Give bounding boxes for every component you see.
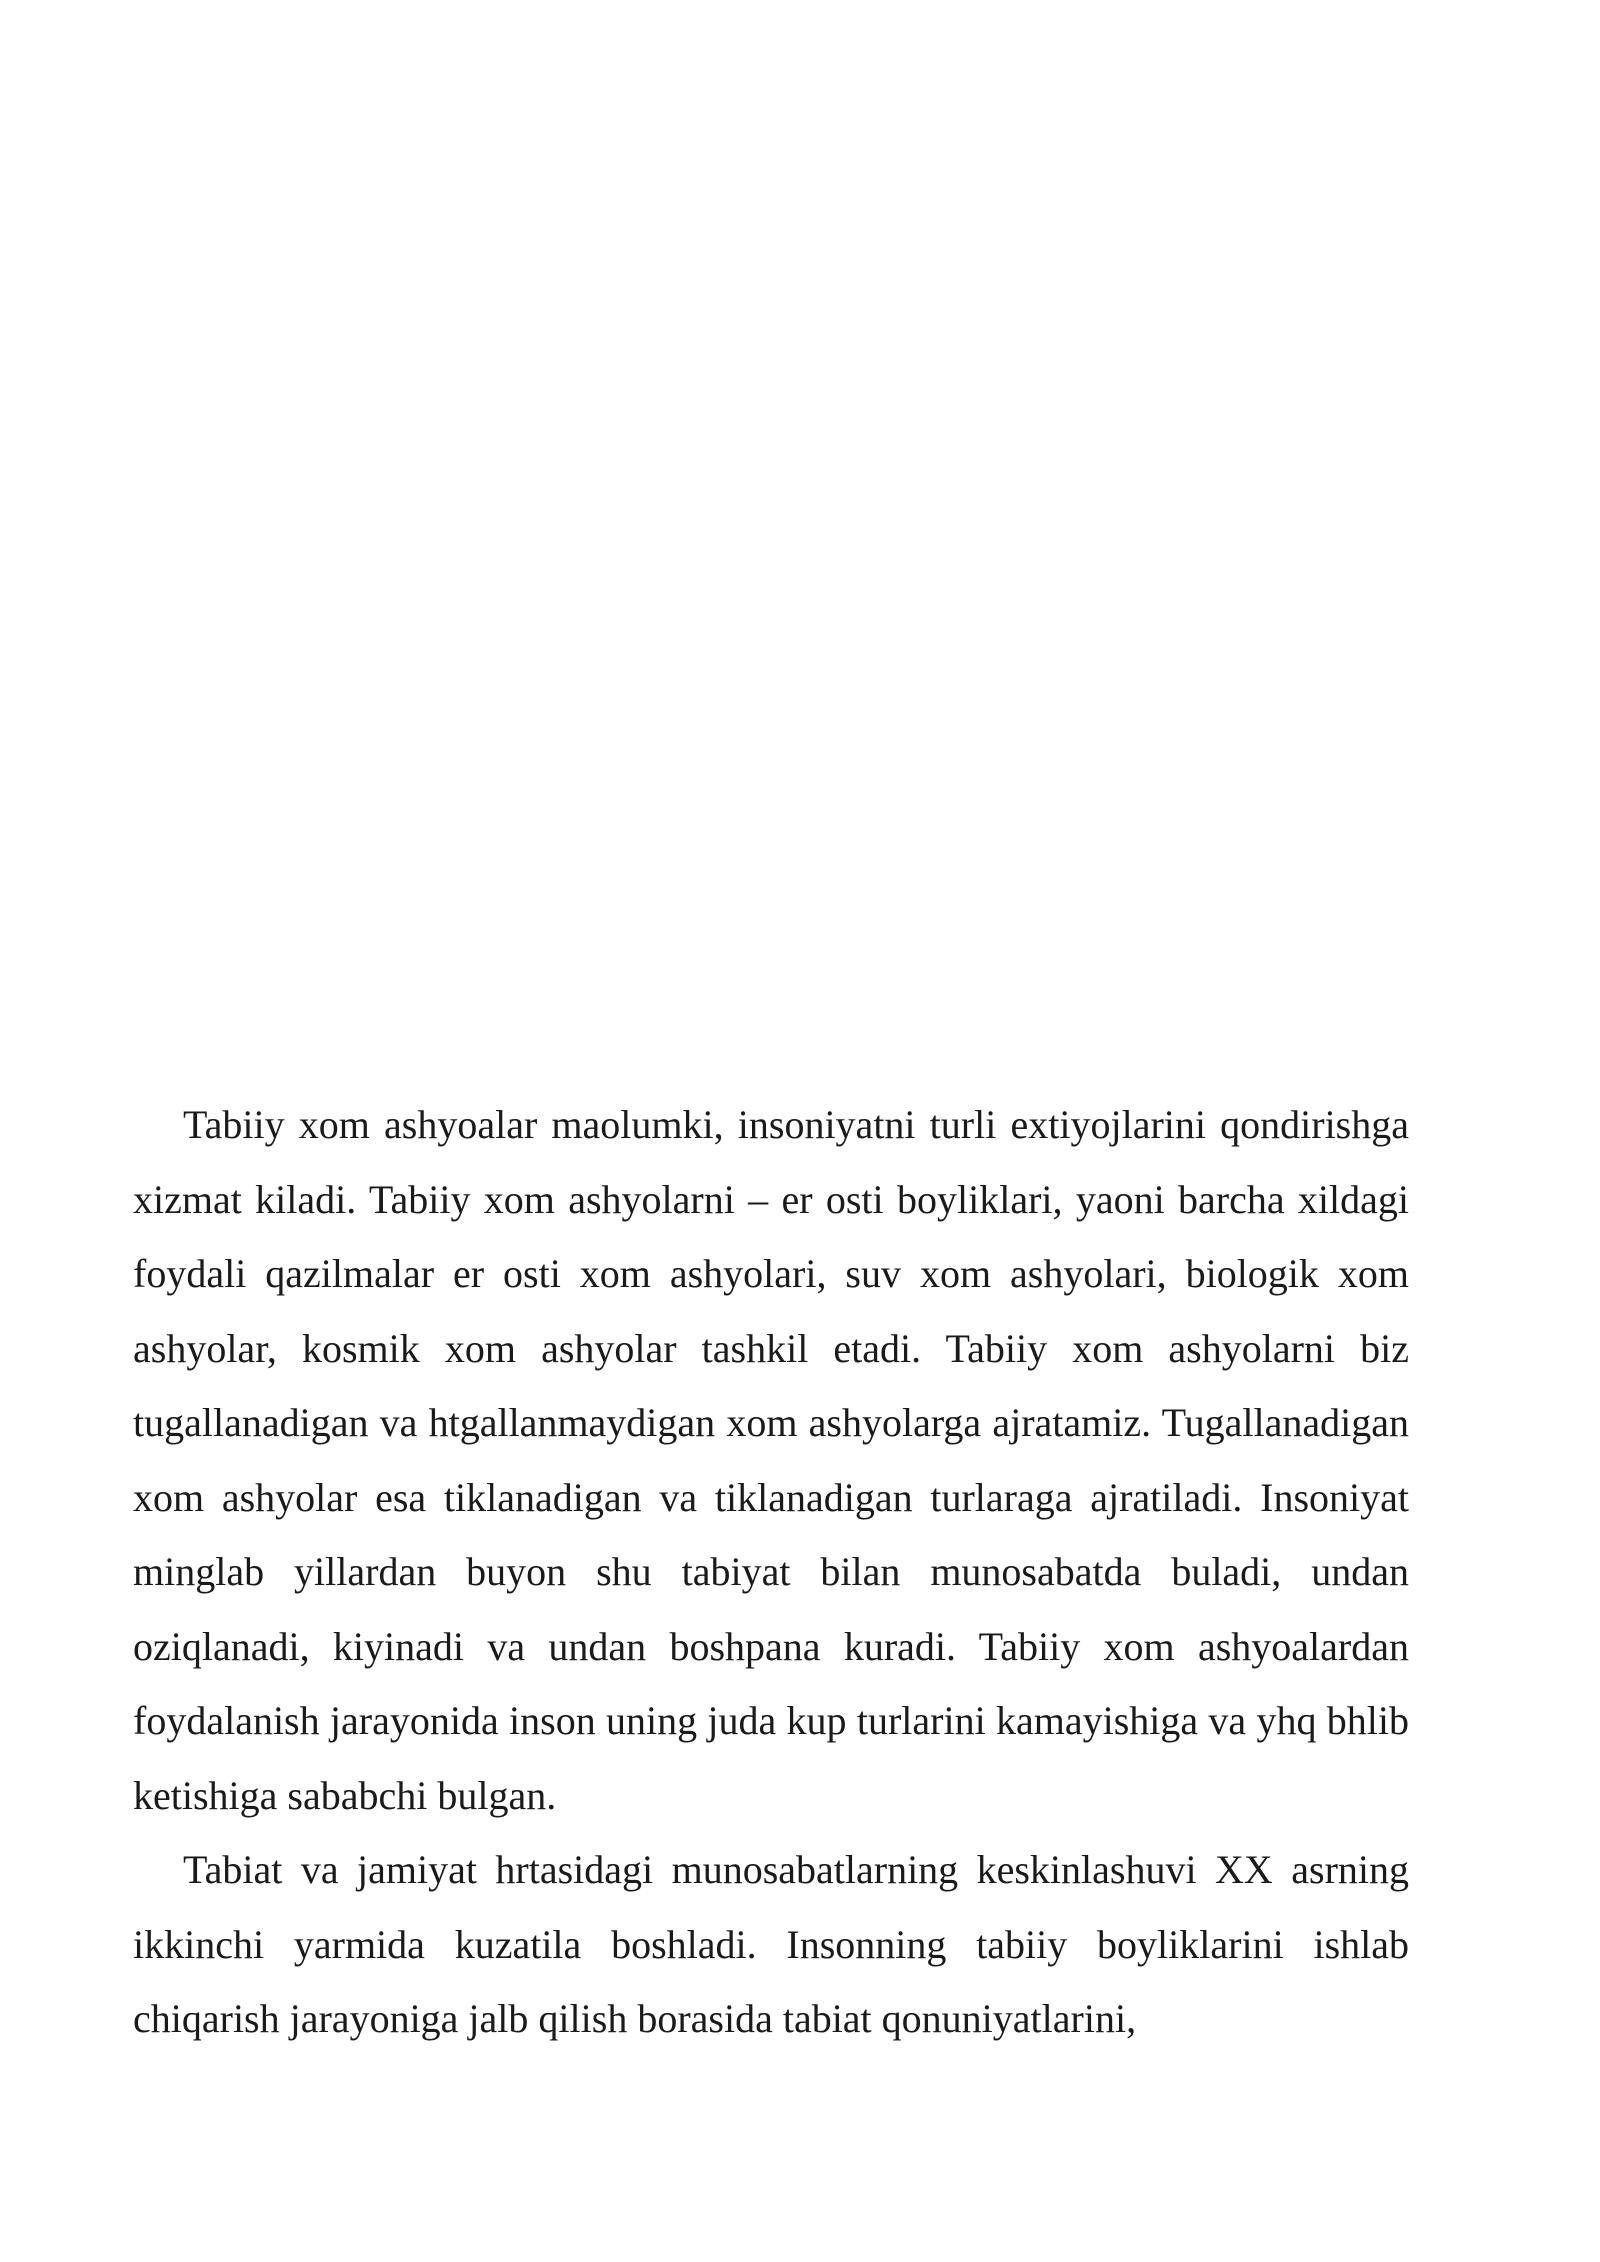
paragraph-2: Tabiat va jamiyat hrtasidagi munosabatlarning keskinlashuvi XX asrning ikkinchi yarmida kuzatila boshladi. Insonning tabiiy boyliklarini ishlab chiqarish jarayoniga jalb qilish borasida tabiat qonuniyatlarini,	[133, 1847, 1409, 2041]
paragraph-1: Tabiiy xom ashyoalar maolumki, insoniyatni turli extiyojlarini qondirishga xizmat kiladi. Tabiiy xom ashyolarni – er osti boyliklari, yaoni barcha xildagi foydali qazilmalar er osti xom ashyolari, suv xom ashyolari, biologik xom ashyolar, kosmik xom ashyolar tashkil etadi. Tabiiy xom ashyolarni biz tugallanadigan va htgallanmaydigan xom ashyolarga ajratamiz. Tugallanadigan xom ashyolar esa tiklanadigan va tiklanadigan turlaraga ajratiladi. Insoniyat minglab yillardan buyon shu tabiyat bilan munosabatda buladi, undan oziqlanadi, kiyinadi va undan boshpana kuradi. Tabiiy xom ashyoalardan foydalanish jarayonida inson uning juda kup turlarini kamayishiga va yhq bhlib ketishiga sababchi bulgan.	[133, 1102, 1409, 1818]
body-text	[133, 1088, 1409, 2057]
